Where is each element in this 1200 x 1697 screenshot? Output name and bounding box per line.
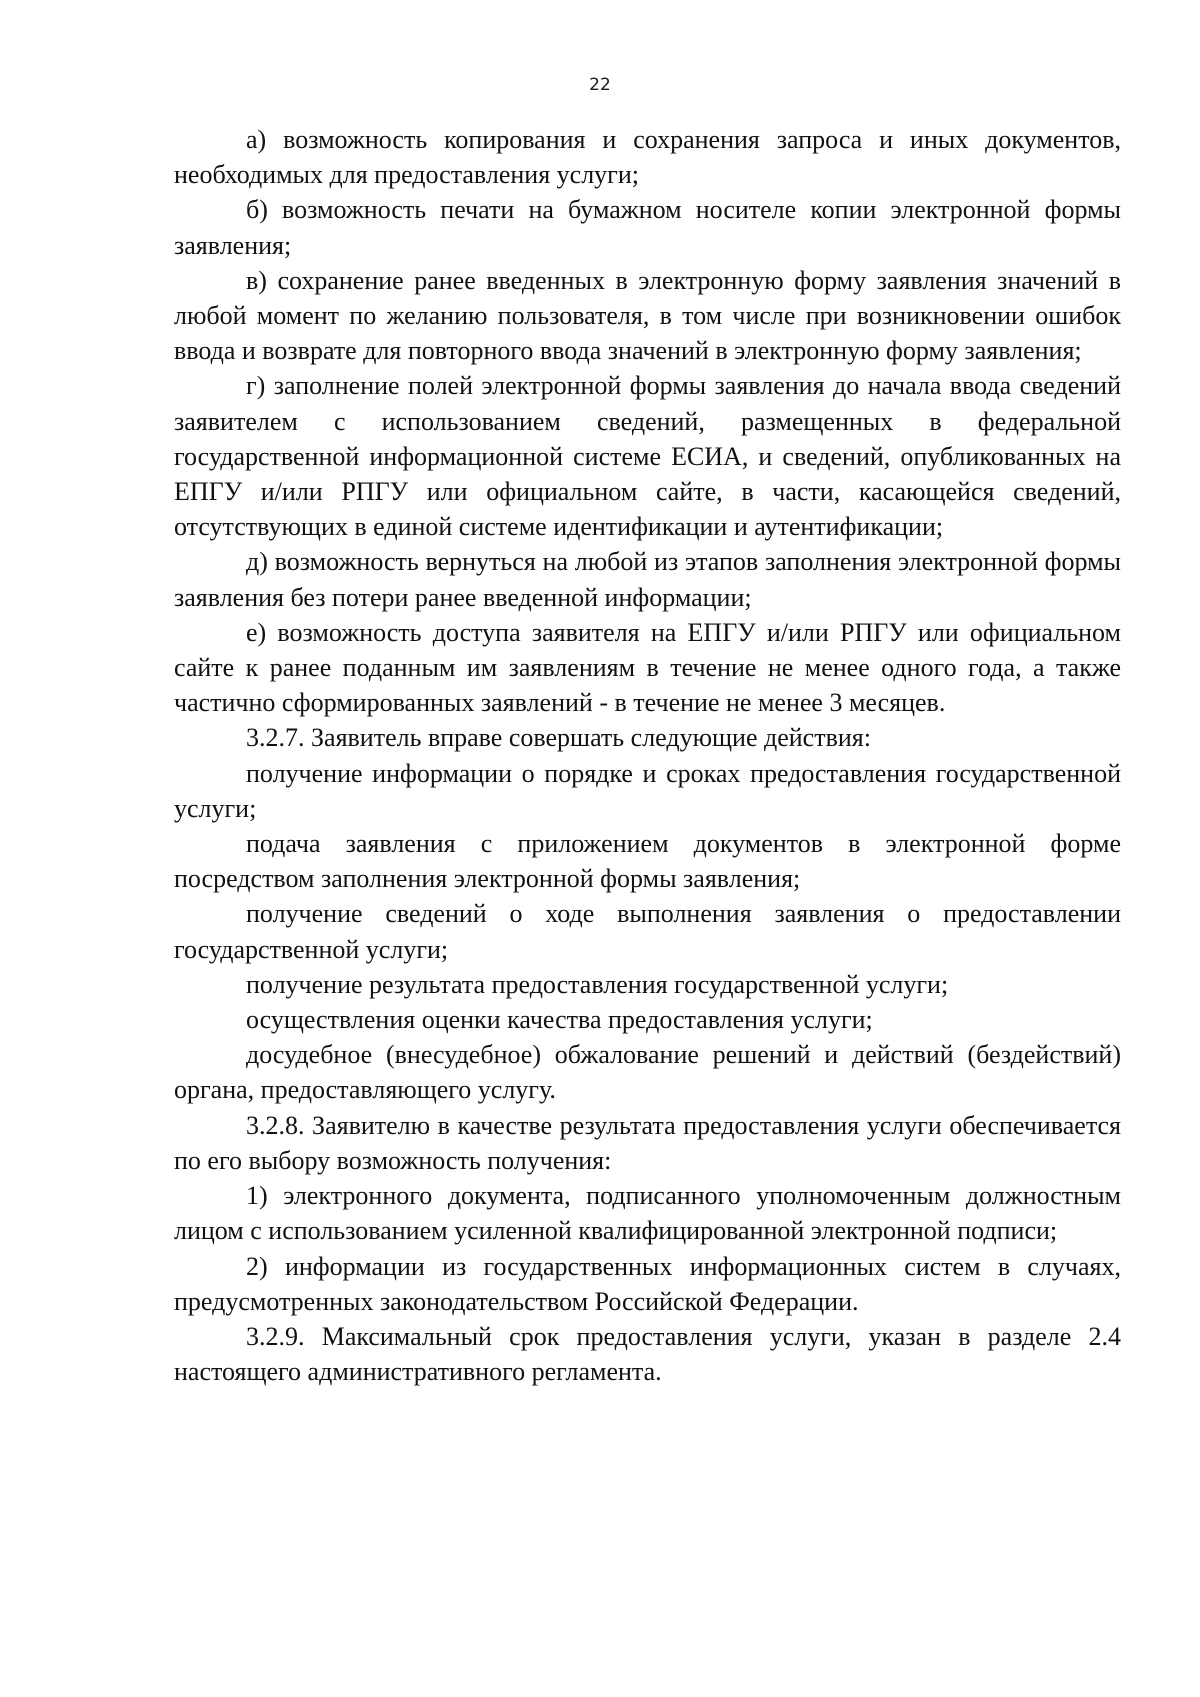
paragraph-3-2-8: 3.2.8. Заявителю в качестве результата предоставления услуги обеспечивается по его выбору возможность получения: bbox=[174, 1110, 1121, 1175]
paragraph-result-1: 1) электронного документа, подписанного уполномоченным должностным лицом с использованием усиленной квалифицированной электронной подписи; bbox=[174, 1181, 1121, 1246]
paragraph-item-v: в) сохранение ранее введенных в электронную форму заявления значений в любой момент по желанию пользователя, в том числе при возникновении ошибок ввода и возврате для повторного ввода значений в электронную форму заявления; bbox=[174, 265, 1121, 366]
page-number: 22 bbox=[589, 75, 611, 95]
paragraph-item-g: г) заполнение полей электронной формы заявления до начала ввода сведений заявителем с использованием сведений, размещенных в федеральной государственной информационной системе ЕСИА, и сведений, опубликованных на ЕПГУ и/или РПГУ или официальном сайте, в части, касающейся сведений, отсутствующих в единой системе идентификации и аутентификации; bbox=[174, 371, 1121, 542]
paragraph-action-info: получение информации о порядке и сроках предоставления государственной услуги; bbox=[174, 758, 1121, 823]
paragraph-action-rating: осуществления оценки качества предоставления услуги; bbox=[246, 1005, 873, 1035]
paragraph-item-a: а) возможность копирования и сохранения запроса и иных документов, необходимых для предоставления услуги; bbox=[174, 125, 1121, 190]
document-body bbox=[174, 122, 1121, 1389]
paragraph-action-result: получение результата предоставления государственной услуги; bbox=[246, 969, 949, 999]
paragraph-action-appeal: досудебное (внесудебное) обжалование решений и действий (бездействий) органа, предоставляющего услугу. bbox=[174, 1040, 1121, 1105]
paragraph-3-2-7: 3.2.7. Заявитель вправе совершать следующие действия: bbox=[246, 723, 871, 753]
paragraph-item-e: е) возможность доступа заявителя на ЕПГУ и/или РПГУ или официальном сайте к ранее поданным им заявлениям в течение не менее одного года, а также частично сформированных заявлений - в течение не менее 3 месяцев. bbox=[174, 617, 1121, 718]
paragraph-3-2-9: 3.2.9. Максимальный срок предоставления услуги, указан в разделе 2.4 настоящего административного регламента. bbox=[174, 1321, 1121, 1387]
paragraph-action-submit: подача заявления с приложением документов в электронной форме посредством заполнения электронной формы заявления; bbox=[174, 829, 1121, 894]
paragraph-result-2: 2) информации из государственных информационных систем в случаях, предусмотренных законодательством Российской Федерации. bbox=[174, 1251, 1121, 1316]
paragraph-item-b: б) возможность печати на бумажном носителе копии электронной формы заявления; bbox=[174, 195, 1121, 260]
paragraph-action-status: получение сведений о ходе выполнения заявления о предоставлении государственной услуги; bbox=[174, 899, 1121, 964]
paragraph-item-d: д) возможность вернуться на любой из этапов заполнения электронной формы заявления без потери ранее введенной информации; bbox=[174, 547, 1121, 612]
